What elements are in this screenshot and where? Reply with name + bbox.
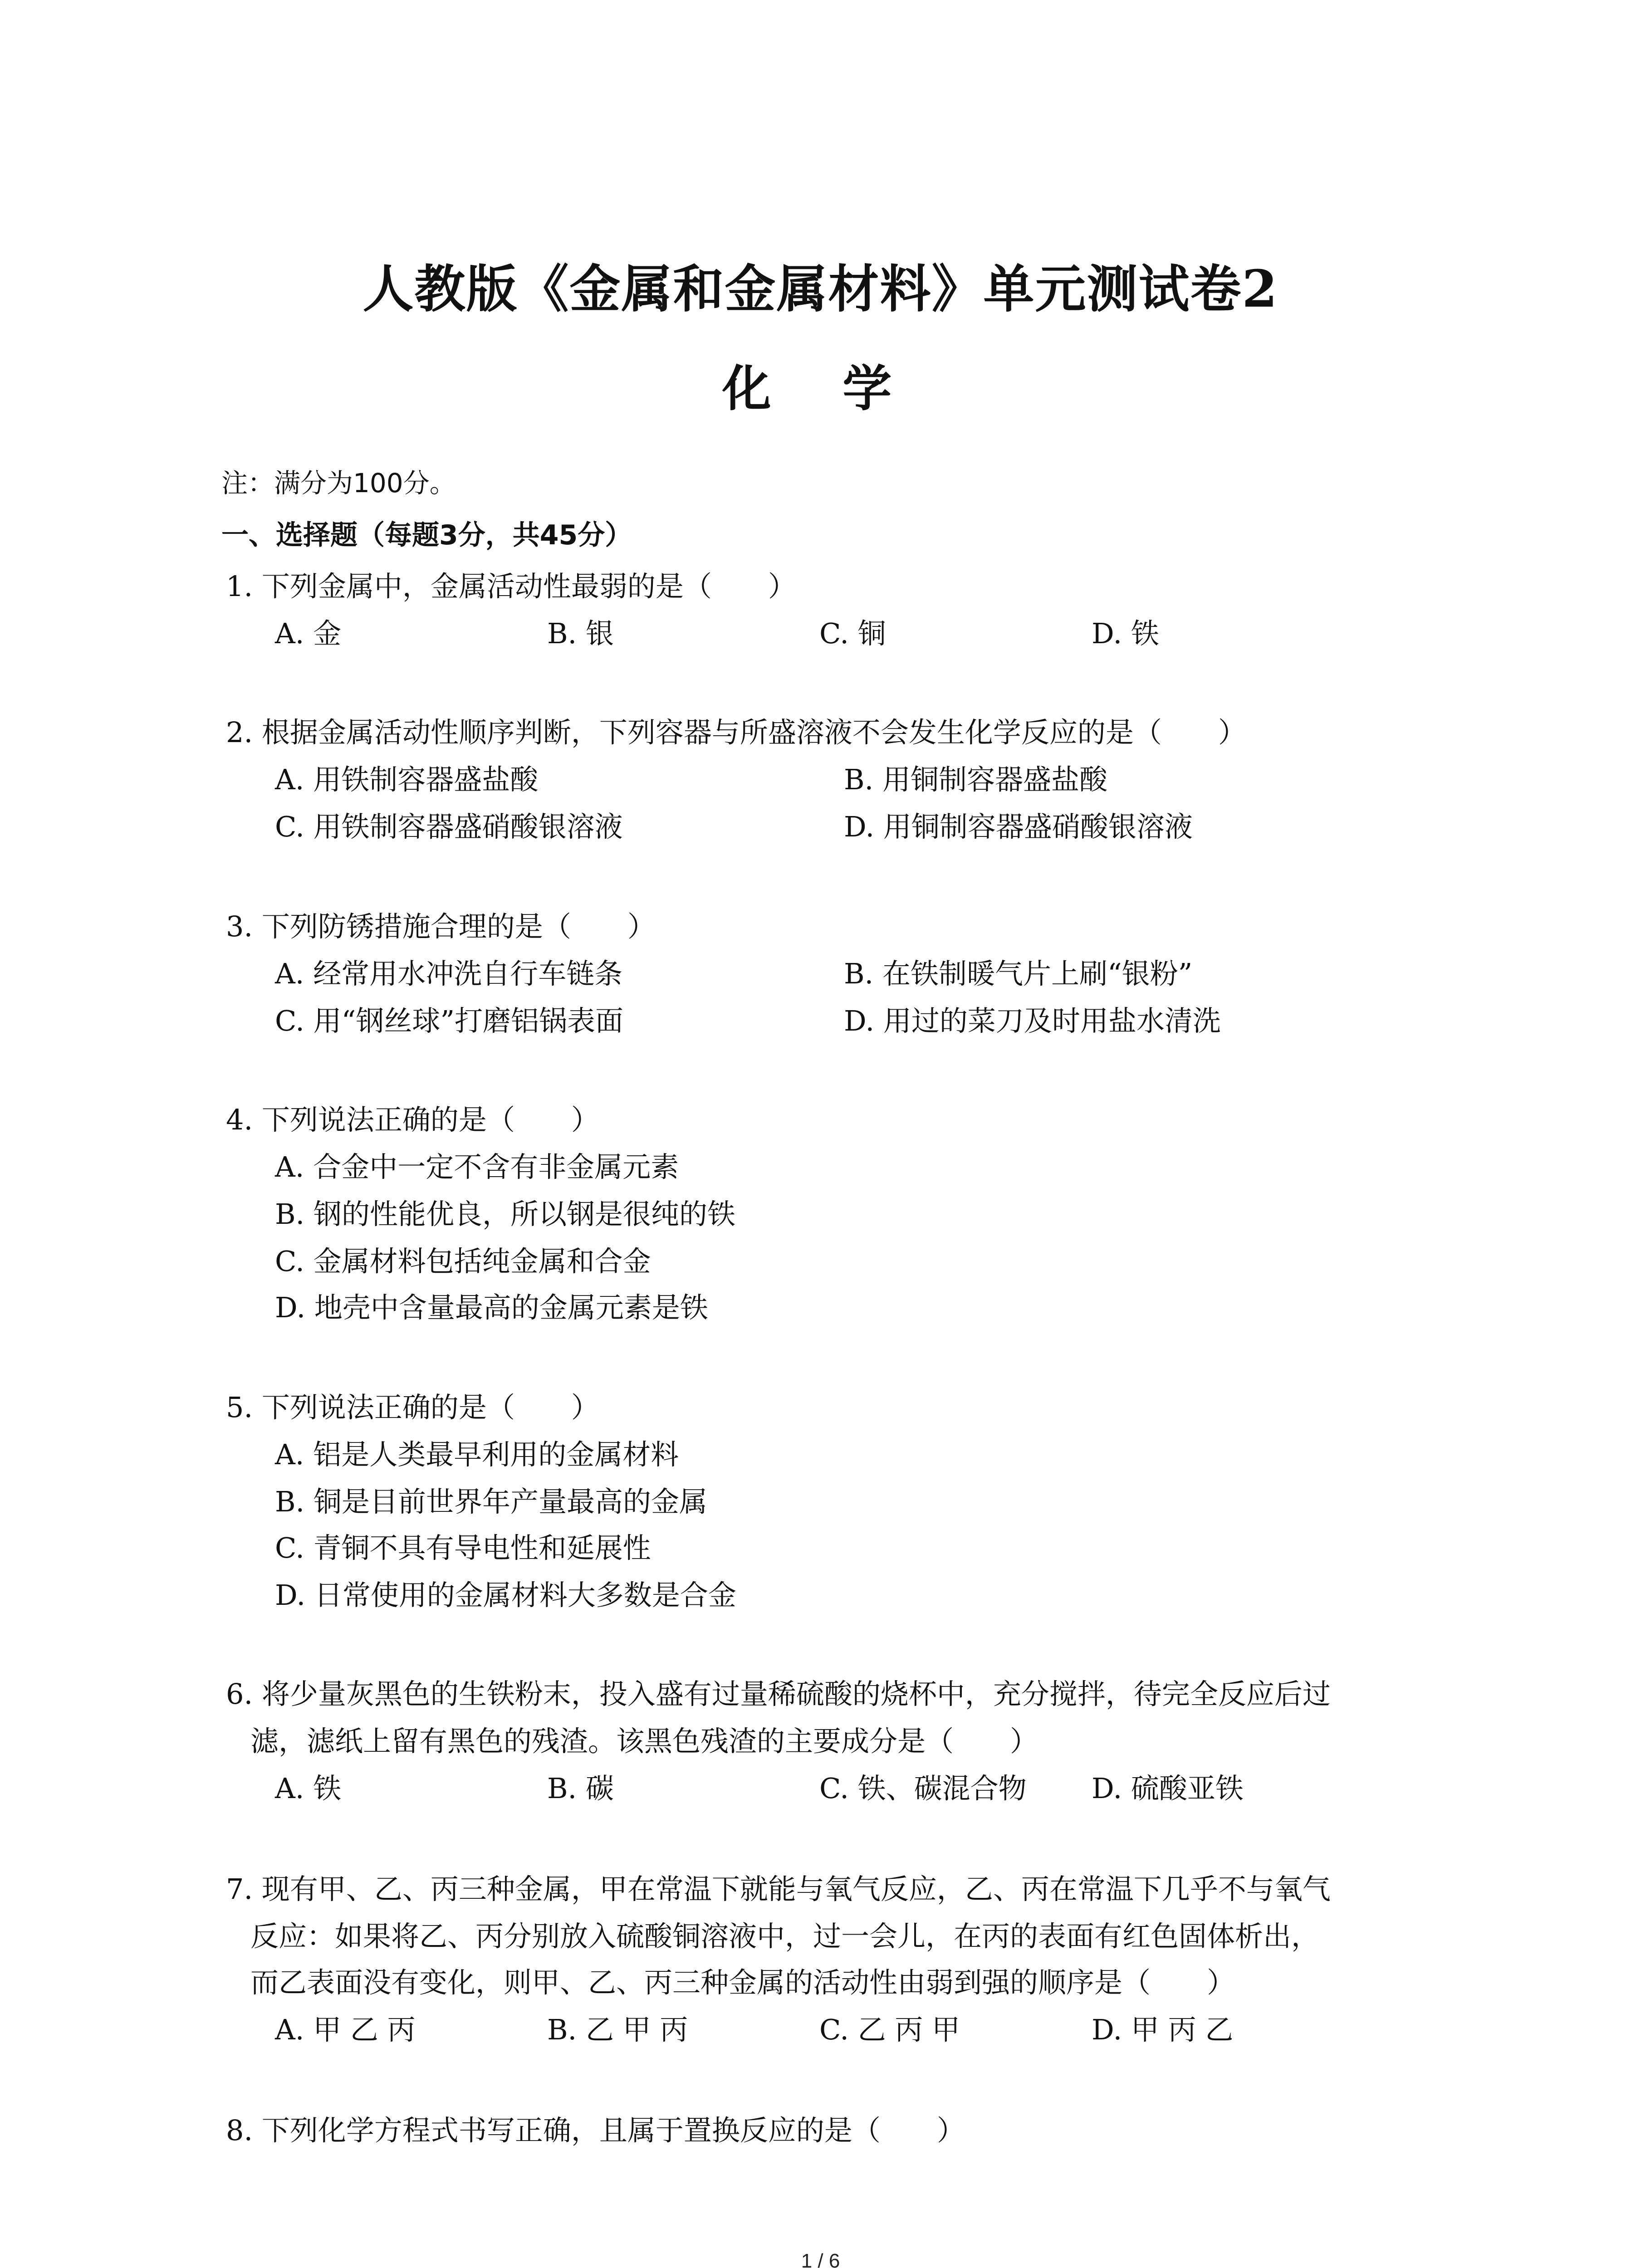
question-2-stem: 2. 根据金属活动性顺序判断，下列容器与所盛溶液不会发生化学反应的是（ ） bbox=[226, 716, 1246, 749]
question-2-option-c: C. 用铁制容器盛硝酸银溶液 bbox=[275, 810, 623, 843]
question-1-option-a: A. 金 bbox=[275, 617, 342, 650]
section-heading: 一、选择题（每题3分，共45分） bbox=[221, 519, 632, 551]
question-3-option-a: A. 经常用水冲洗自行车链条 bbox=[275, 957, 623, 990]
page-number: 1 / 6 bbox=[801, 2250, 840, 2268]
question-1-option-c: C. 铜 bbox=[819, 617, 886, 650]
question-5-option-c: C. 青铜不具有导电性和延展性 bbox=[275, 1531, 651, 1564]
question-7-stem-line-1: 7. 现有甲、乙、丙三种金属，甲在常温下就能与氧气反应，乙、丙在常温下几乎不与氧气 bbox=[226, 1872, 1331, 1906]
question-3-option-d: D. 用过的菜刀及时用盐水清洗 bbox=[844, 1004, 1221, 1037]
question-3-stem: 3. 下列防锈措施合理的是（ ） bbox=[226, 910, 656, 943]
question-4-option-d: D. 地壳中含量最高的金属元素是铁 bbox=[275, 1291, 708, 1324]
question-5-stem: 5. 下列说法正确的是（ ） bbox=[226, 1391, 599, 1424]
question-1-stem: 1. 下列金属中，金属活动性最弱的是（ ） bbox=[226, 570, 796, 603]
question-3-option-c: C. 用“钢丝球”打磨铝锅表面 bbox=[275, 1004, 624, 1037]
question-6-option-a: A. 铁 bbox=[275, 1772, 342, 1805]
question-6-option-b: B. 碳 bbox=[547, 1772, 614, 1805]
question-7-option-a: A. 甲 乙 丙 bbox=[275, 2013, 416, 2046]
question-2-option-d: D. 用铜制容器盛硝酸银溶液 bbox=[844, 810, 1193, 843]
question-7-stem-line-2: 反应：如果将乙、丙分别放入硫酸铜溶液中，过一会儿，在丙的表面有红色固体析出， bbox=[250, 1920, 1320, 1953]
question-4-option-c: C. 金属材料包括纯金属和合金 bbox=[275, 1245, 651, 1278]
question-6-stem-line-2: 滤，滤纸上留有黑色的残渣。该黑色残渣的主要成分是（ ） bbox=[250, 1725, 1038, 1758]
question-1-option-d: D. 铁 bbox=[1092, 617, 1159, 650]
question-7-option-d: D. 甲 丙 乙 bbox=[1092, 2013, 1234, 2046]
document-subject: 化 学 bbox=[722, 360, 919, 417]
question-3-option-b: B. 在铁制暖气片上刷“银粉” bbox=[844, 957, 1193, 990]
question-5-option-b: B. 铜是目前世界年产量最高的金属 bbox=[275, 1485, 707, 1518]
question-8-stem: 8. 下列化学方程式书写正确，且属于置换反应的是（ ） bbox=[226, 2114, 965, 2147]
question-4-option-b: B. 钢的性能优良，所以钢是很纯的铁 bbox=[275, 1198, 735, 1231]
question-5-option-a: A. 铝是人类最早利用的金属材料 bbox=[275, 1438, 679, 1471]
question-1-option-b: B. 银 bbox=[547, 617, 614, 650]
question-4-stem: 4. 下列说法正确的是（ ） bbox=[226, 1103, 599, 1136]
question-4-option-a: A. 合金中一定不含有非金属元素 bbox=[275, 1150, 679, 1183]
question-2-option-a: A. 用铁制容器盛盐酸 bbox=[275, 763, 539, 796]
question-5-option-d: D. 日常使用的金属材料大多数是合金 bbox=[275, 1579, 736, 1612]
question-2-option-b: B. 用铜制容器盛盐酸 bbox=[844, 763, 1107, 796]
question-7-option-c: C. 乙 丙 甲 bbox=[819, 2013, 960, 2046]
question-6-stem-line-1: 6. 将少量灰黑色的生铁粉末，投入盛有过量稀硫酸的烧杯中，充分搅拌，待完全反应后过 bbox=[226, 1677, 1331, 1711]
question-6-option-c: C. 铁、碳混合物 bbox=[819, 1772, 1027, 1805]
score-note: 注：满分为100分。 bbox=[221, 468, 456, 499]
question-6-option-d: D. 硫酸亚铁 bbox=[1092, 1772, 1244, 1805]
document-title: 人教版《金属和金属材料》单元测试卷2 bbox=[362, 259, 1279, 319]
question-7-option-b: B. 乙 甲 丙 bbox=[547, 2013, 688, 2046]
question-7-stem-line-3: 而乙表面没有变化，则甲、乙、丙三种金属的活动性由弱到强的顺序是（ ） bbox=[250, 1966, 1235, 1999]
